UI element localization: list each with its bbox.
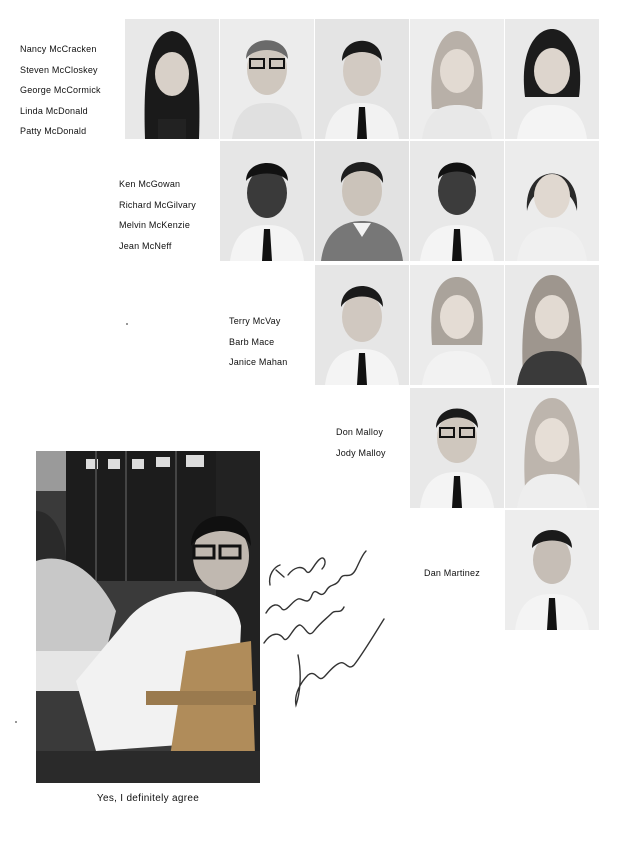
portrait-photo: [315, 19, 409, 139]
portrait-photo: [410, 388, 504, 508]
student-name: Don Malloy: [336, 427, 384, 437]
candid-photo: [36, 451, 260, 783]
page-speck: [15, 721, 17, 723]
portrait-photo: [220, 141, 314, 261]
student-name: Melvin McKenzie: [119, 220, 191, 230]
student-name: Barb Mace: [229, 336, 275, 347]
portrait-photo: [505, 388, 599, 508]
portrait-photo: [505, 510, 599, 630]
names-group-3: [229, 311, 287, 373]
names-group-2: [119, 174, 196, 256]
portrait-photo: [315, 265, 409, 385]
portrait-photo: [410, 19, 504, 139]
portrait-photo: [505, 265, 599, 385]
student-name: Linda McDonald: [20, 105, 88, 116]
student-name: Nancy McCracken: [20, 44, 97, 54]
portrait-photo: [410, 265, 504, 385]
portrait-photo: [410, 141, 504, 261]
page-speck: [126, 323, 128, 325]
names-group-4: [336, 422, 386, 463]
handwritten-signature: [258, 515, 398, 715]
student-name: George McCormick: [20, 85, 101, 95]
portrait-photo: [505, 19, 599, 139]
names-group-1: [20, 39, 101, 142]
student-name: Patty McDonald: [20, 126, 87, 136]
student-name: Richard McGilvary: [119, 199, 196, 210]
portrait-photo: [125, 19, 219, 139]
student-name: Dan Martinez: [424, 568, 480, 578]
student-name: Steven McCloskey: [20, 64, 98, 75]
student-name: Jean McNeff: [119, 240, 172, 251]
student-name: Terry McVay: [229, 316, 281, 326]
student-name: Ken McGowan: [119, 179, 181, 189]
student-name: Jody Malloy: [336, 447, 386, 458]
student-name: Janice Mahan: [229, 357, 288, 367]
names-group-5: [424, 563, 480, 584]
portrait-photo: [220, 19, 314, 139]
portrait-photo: [505, 141, 599, 261]
portrait-photo: [315, 141, 409, 261]
photo-caption: Yes, I definitely agree: [96, 793, 200, 804]
